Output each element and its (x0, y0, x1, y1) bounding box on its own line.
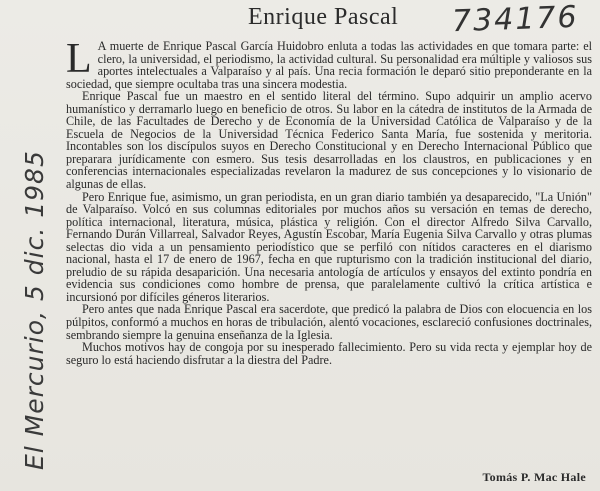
article-paragraph-1 (66, 36, 592, 91)
handwritten-date-note: El Mercurio, 5 dic. 1985 (20, 150, 49, 470)
article-paragraph-4: Pero antes que nada Enrique Pascal era sacerdote, que predicó la palabra de Dios con elocuencia en los púlpitos, conformó a muchos en horas de tribulación, alentó vocaciones, esclareció confusiones doctrinales, sembrando siempre la genuina enseñanza de la Iglesia. (66, 302, 592, 342)
article-paragraph-5: Muchos motivos hay de congoja por su inesperado fallecimiento. Pero su vida recta y ejemplar hoy de seguro lo está haciendo disfrutar a la diestra del Padre. (66, 340, 592, 367)
article-paragraph-2: Enrique Pascal fue un maestro en el sentido literal del término. Supo adquirir un amplio acervo humanístico y derramarlo luego en beneficio de otros. Su labor en la cátedra de institutos de la Armada de Chile, de las Facultades de Derecho y de Economía de la Universidad Católica de Valparaíso y de la Escuela de Negocios de la Universidad Técnica Federico Santa María, fue sostenida y meritoria. Incontables son los discípulos suyos en Derecho Constitucional y en Derecho Internacional Público que preparara jurídicamente con esmero. Sus tesis desarrolladas en los claustros, en publicaciones y en conferencias internacionales especializadas revelaron la madurez de sus concepciones y lo visionario de algunas de ellas. (66, 89, 592, 192)
drop-cap: L (66, 36, 92, 82)
paragraph-1-text: A muerte de Enrique Pascal García Huidobro enluta a todas las actividades en que tomara parte: el clero, la universidad, el periodismo, la actividad cultural. Su personalidad era múltiple y valiosos sus aportes intelectuales a Valparaíso y al país. Una recia formación le deparó sitio preponderante en la sociedad, que siempre ocultaba tras una sincera modestia. (66, 39, 592, 91)
article-body (66, 36, 592, 367)
article-title: Enrique Pascal (248, 4, 399, 30)
article-paragraph-3: Pero Enrique fue, asimismo, un gran periodista, en un gran diario también ya desaparecido, "La Unión" de Valparaíso. Volcó en sus columnas editoriales por muchos años su versación en temas de derecho, política internacional, literatura, música, plástica y religión. Con el director Alfredo Silva Carvallo, Fernando Durán Villarreal, Salvador Reyes, Agustín Escobar, María Eugenia Silva Carvallo y otras plumas selectas dio vida a un pensamiento periodístico que se perfiló con nítidos caracteres en el diarismo nacional, hasta el 17 de enero de 1967, fecha en que rupturismo con la tradición institucional del diario, preludio de su rápida desaparición. Una necesaria antología de artículos y ensayos del extinto pondría en evidencia sus condiciones como hombre de prensa, que paralelamente cultivó la crítica artística e incursionó por difíciles géneros literarios. (66, 189, 592, 304)
handwritten-clipping-number: 734176 (451, 0, 580, 40)
author-signature: Tomás P. Mac Hale (482, 470, 586, 484)
